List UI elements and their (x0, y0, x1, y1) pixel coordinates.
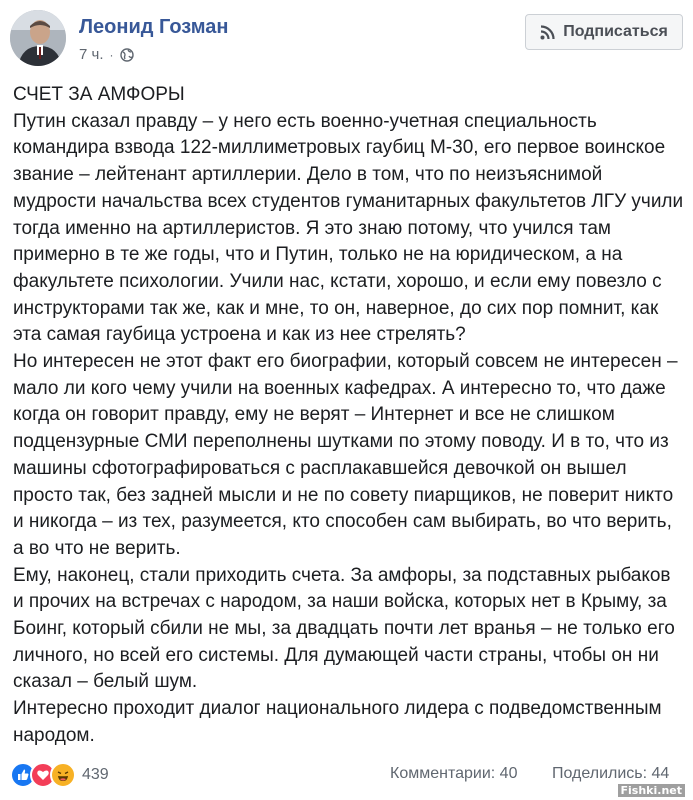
post-title: СЧЕТ ЗА АМФОРЫ (13, 84, 185, 105)
author-name[interactable]: Леонид Гозман (79, 16, 229, 38)
meta-separator: · (109, 47, 114, 62)
post-paragraph-4: Интересно проходит диалог национального лидера с подведомственным народом. (13, 698, 662, 746)
subscribe-button[interactable] (525, 14, 683, 50)
fishki-watermark: Fishki.net (618, 784, 685, 797)
rss-icon (540, 25, 555, 40)
avatar-photo-icon (10, 10, 66, 66)
author-avatar[interactable] (10, 10, 66, 66)
post-timestamp[interactable]: 7 ч. (79, 46, 104, 63)
post-body (13, 82, 685, 750)
post-paragraph-1: Путин сказал правду – у него есть военно-учетная специальность командира взвода 122-миллиметровых гаубиц М-30, его первое воинское звание – лейтенант артиллерии. Дело в том, что по неизъяснимой мудрости начальства всех студентов гуманитарных факультетов ЛГУ учили тогда именно на артиллеристов. Я это знаю потому, что учился там примерно в те же годы, что и Путин, только не на юридическом, а на факультете психологии. Учили нас, кстати, хорошо, и если ему повезло с инструкторами так же, как и мне, то он, наверное, до сих пор помнит, как эта самая гаубица устроена и как из нее стрелять? (13, 110, 684, 346)
shares-count-link[interactable]: Поделились: 44 (552, 765, 670, 782)
reaction-count: 439 (82, 766, 109, 783)
post-footer (10, 762, 685, 788)
post-paragraph-2: Но интересен не этот факт его биографии, который совсем не интересен – мало ли кого чему учили на военных кафедрах. А интересно то, что даже когда он говорит правду, ему не верят – Интернет и все не слишком подцензурные СМИ переполнены шутками по этому поводу. И в то, что из машины сфотографироваться с расплакавшейся девочкой он вышел просто так, без задней мысли и не по совету пиарщиков, не поверит никто и никогда – из тех, разумеется, кто способен сам выбирать, во что верить, а во что не верить. (13, 351, 678, 559)
subscribe-label: Подписаться (563, 23, 668, 40)
globe-icon[interactable] (120, 48, 134, 62)
post-meta (79, 46, 134, 63)
reactions-summary[interactable] (10, 762, 109, 788)
post-header (10, 10, 683, 66)
haha-icon (50, 762, 76, 788)
comments-count-link[interactable]: Комментарии: 40 (390, 765, 518, 782)
post-paragraph-3: Ему, наконец, стали приходить счета. За амфоры, за подставных рыбаков и прочих на встречах с народом, за наши войска, которых нет в Крыму, за Боинг, который сбили не мы, за двадцать почти лет вранья – не только его личного, но всей его системы. Для думающей части страны, чтобы он ни сказал – белый шум. (13, 564, 675, 693)
